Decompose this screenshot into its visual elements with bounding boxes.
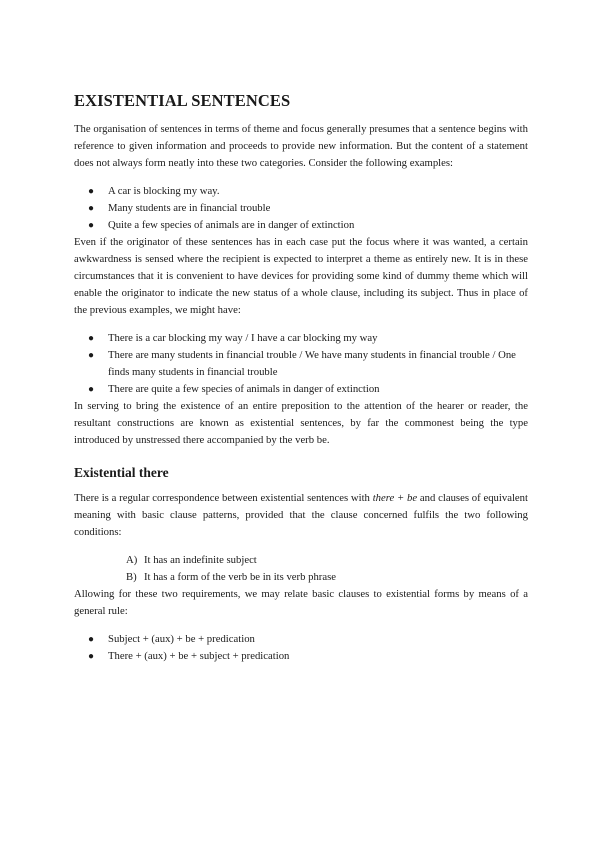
list-item: ● Quite a few species of animals are in danger of extinction <box>74 217 528 234</box>
bullet-icon: ● <box>88 186 95 197</box>
list-item: ● There + (aux) + be + subject + predication <box>74 648 528 665</box>
list-item: ● There are quite a few species of animals in danger of extinction <box>74 381 528 398</box>
bullet-icon: ● <box>88 203 95 214</box>
body-paragraph-4: There is a regular correspondence between existential sentences with there + be and clauses of equivalent meaning with basic clause patterns, provided that the clause concerned fulfils the two following conditions: <box>74 492 528 538</box>
condition-marker: B) <box>126 571 137 583</box>
conditions-list <box>74 552 528 586</box>
condition-marker: A) <box>126 554 138 566</box>
document-body <box>74 90 528 665</box>
body-paragraph-3: In serving to bring the existence of an entire preposition to the attention of the hearer or reader, the resultant constructions are known as existential sentences, by far the commonest being the type introduced by unstressed there accompanied by the verb be. <box>74 400 528 446</box>
list-item: A) It has an indefinite subject <box>74 552 528 569</box>
list-item: ● There is a car blocking my way / I have a car blocking my way <box>74 330 528 347</box>
list-item: B) It has a form of the verb be in its verb phrase <box>74 569 528 586</box>
rule-list <box>74 631 528 665</box>
examples-list-2 <box>74 330 528 398</box>
list-item: ● There are many students in financial trouble / We have many students in financial trouble / One finds many students in financial trouble <box>88 349 516 378</box>
page-title: EXISTENTIAL SENTENCES <box>74 91 291 110</box>
intro-paragraph: The organisation of sentences in terms of theme and focus generally presumes that a sentence begins with reference to given information and proceeds to provide new information. But the content of a statement does not always form neatly into these two categories. Consider the following examples: <box>74 123 528 169</box>
list-item: ● A car is blocking my way. <box>74 183 528 200</box>
body-paragraph-2: Even if the originator of these sentences has in each case put the focus where it was wanted, a certain awkwardness is sensed where the recipient is expected to interpret a theme as entirely new. It is in these circumstances that it is convenient to have devices for providing some kind of dummy theme which will enable the originator to indicate the new status of a whole clause, including its subject. Thus in place of the previous examples, we might have: <box>74 236 528 316</box>
bullet-icon: ● <box>88 651 95 662</box>
examples-list-1 <box>74 183 528 234</box>
section-heading: Existential there <box>74 465 169 480</box>
bullet-icon: ● <box>88 384 95 395</box>
bullet-icon: ● <box>88 220 95 231</box>
list-item: ● Subject + (aux) + be + predication <box>74 631 528 648</box>
bullet-icon: ● <box>88 333 95 344</box>
bullet-icon: ● <box>88 634 95 645</box>
list-item: ● Many students are in financial trouble <box>74 200 528 217</box>
inline-example: there + be <box>372 492 418 504</box>
bullet-icon: ● <box>88 350 95 361</box>
body-paragraph-5: Allowing for these two requirements, we may relate basic clauses to existential forms by means of a general rule: <box>74 588 528 617</box>
